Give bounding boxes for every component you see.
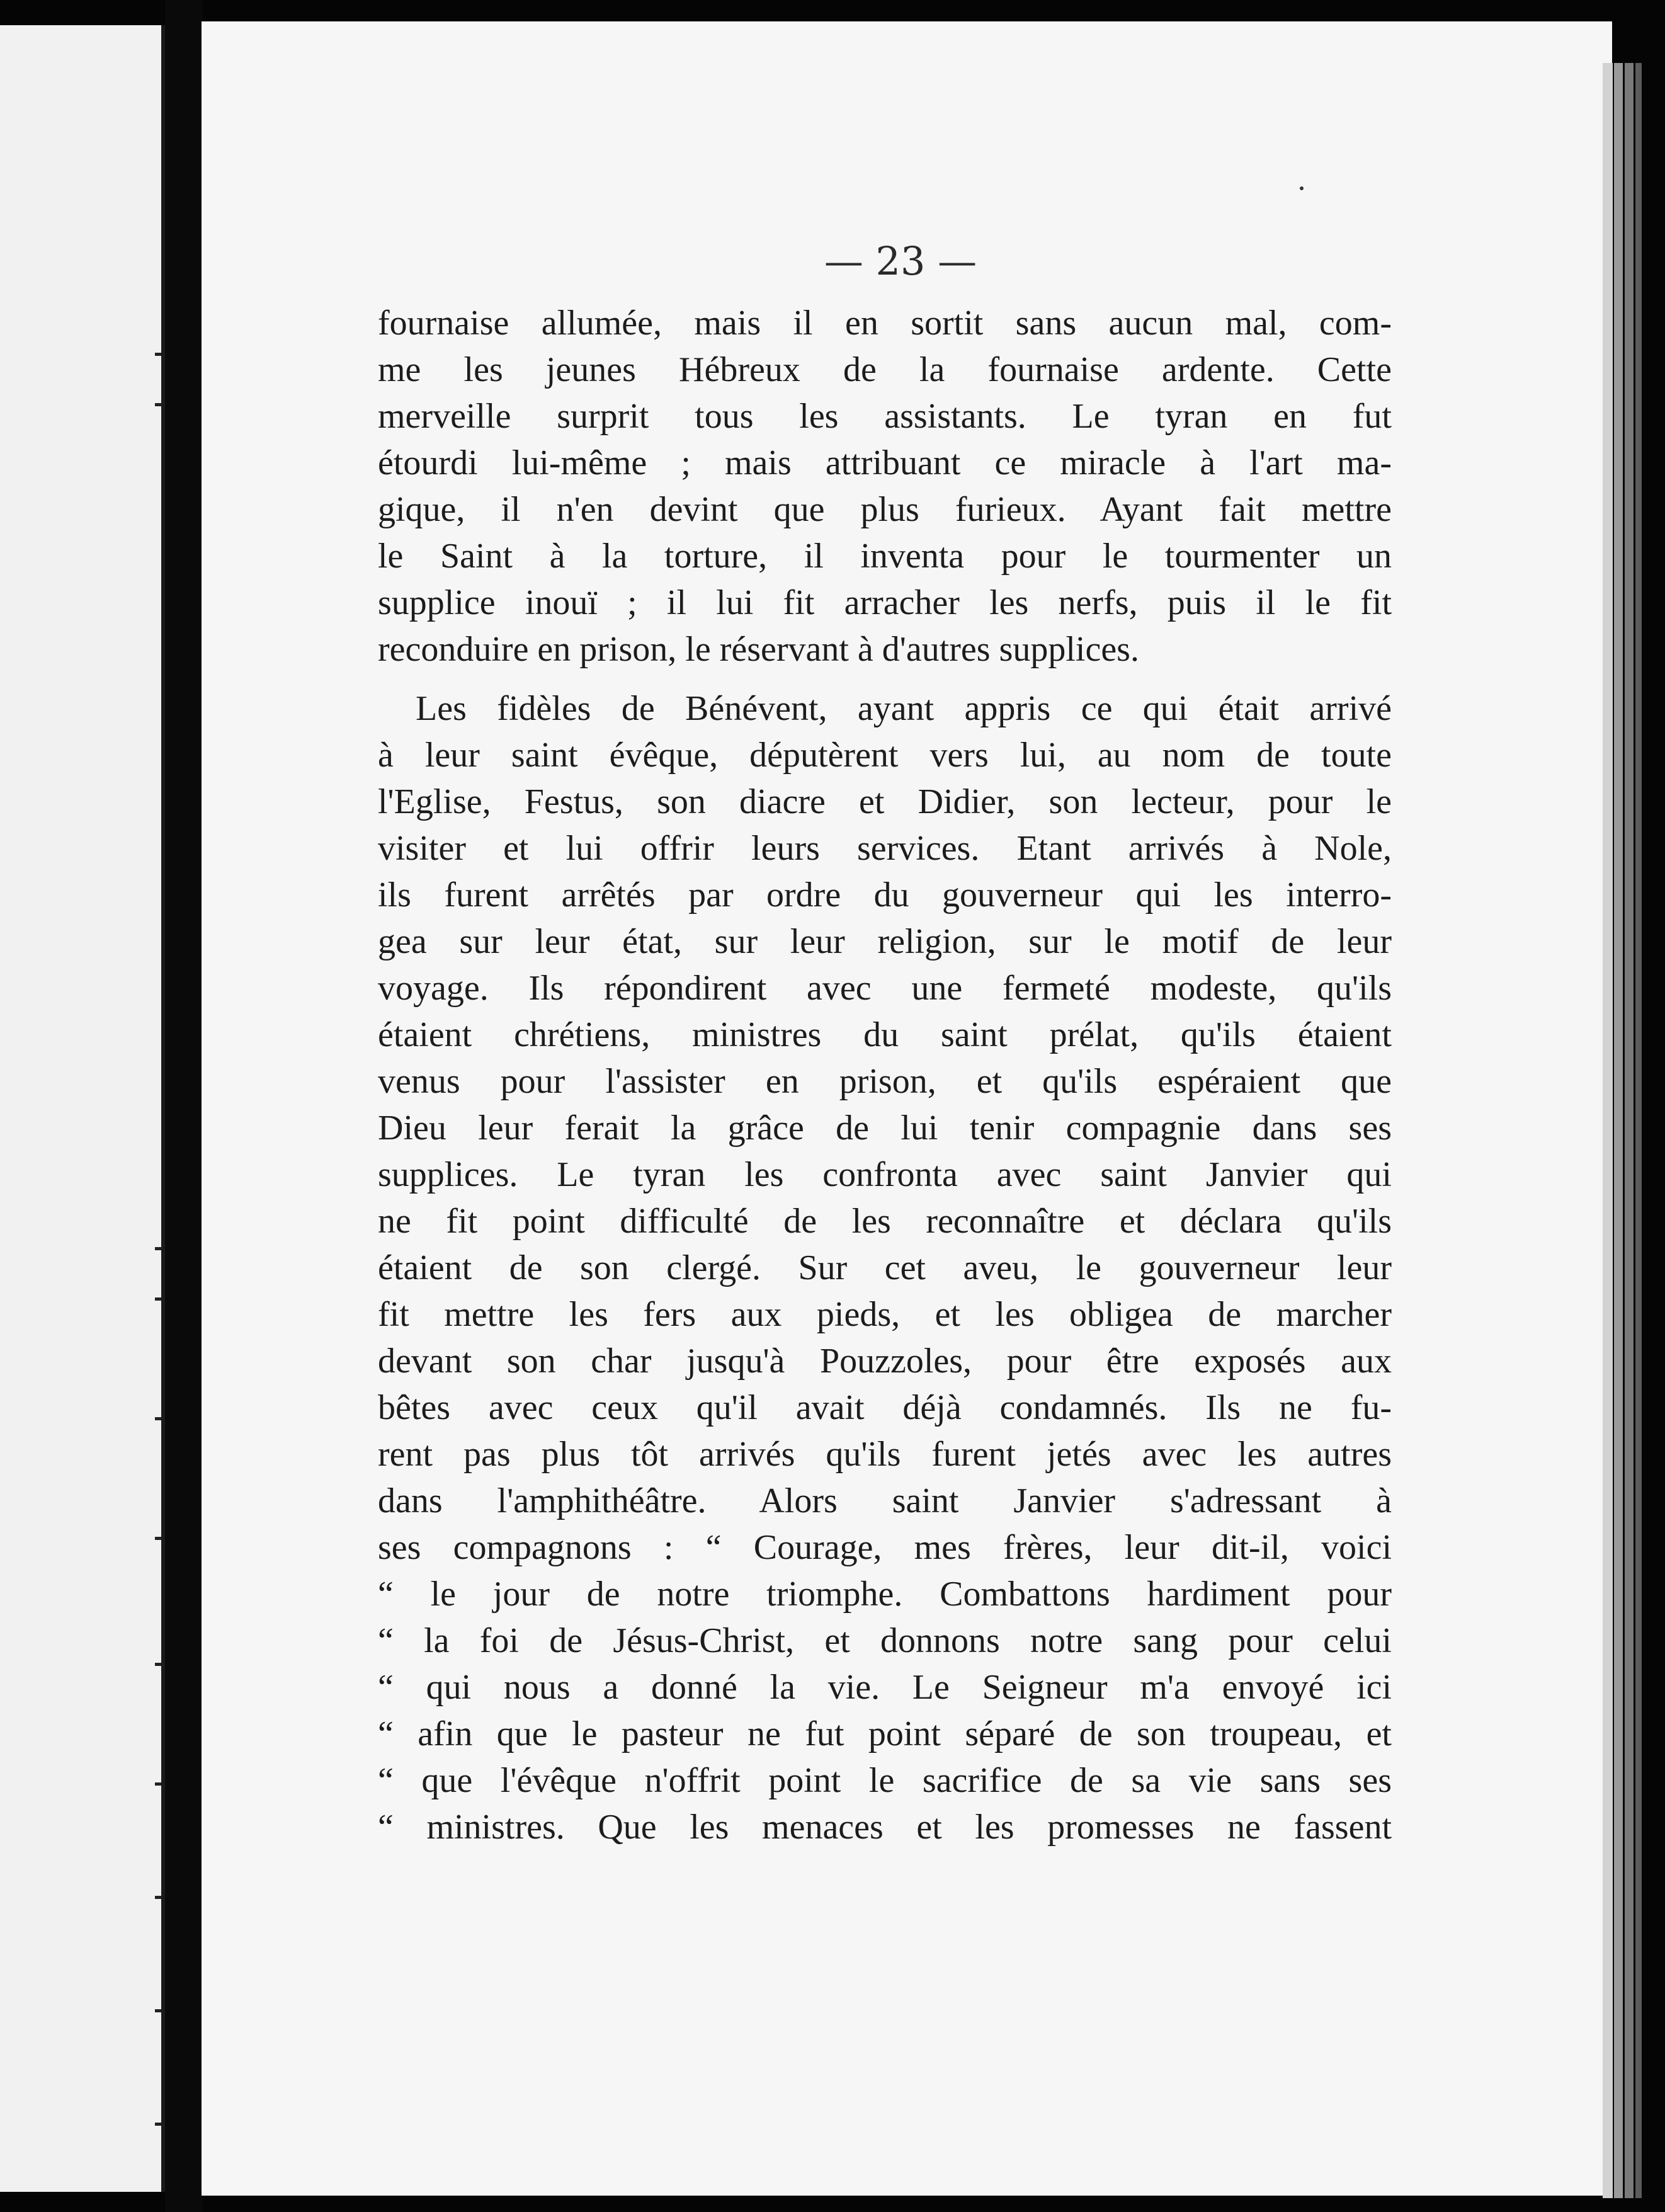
text-line: merveille surprit tous les assistants. Le tyran en fut [378,397,1392,436]
text-line: “ afin que le pasteur ne fut point séparé de son troupeau, et [378,1714,1392,1753]
text-line: “ que l'évêque n'offrit point le sacrifice de sa vie sans ses [378,1761,1392,1800]
page-number: — 23 — [824,238,977,284]
text-line: me les jeunes Hébreux de la fournaise ardente. Cette [378,350,1392,389]
facing-page-mark [155,1297,161,1301]
text-line: “ qui nous a donné la vie. Le Seigneur m'a envoyé ici [378,1668,1392,1707]
text-line: devant son char jusqu'à Pouzzoles, pour être exposés aux [378,1342,1392,1381]
text-line: rent pas plus tôt arrivés qu'ils furent jetés avec les autres [378,1435,1392,1474]
page-edge [1603,63,1613,2198]
text-line: étaient chrétiens, ministres du saint prélat, qu'ils étaient [378,1015,1392,1054]
text-line: ses compagnons : “ Courage, mes frères, leur dit-il, voici [378,1528,1392,1567]
left-facing-page-edge [0,25,165,2192]
facing-page-mark [155,1537,161,1540]
paragraph [378,685,1392,1850]
paragraph-gap [378,673,1392,685]
facing-page-mark [155,1417,161,1420]
text-line: ils furent arrêtés par ordre du gouverneur qui les interro- [378,875,1392,915]
text-line: Les fidèles de Bénévent, ayant appris ce qui était arrivé [416,689,1392,728]
page-edge [1614,63,1623,2198]
text-line: Dieu leur ferait la grâce de lui tenir compagnie dans ses [378,1109,1392,1148]
body-text [378,300,1392,1850]
text-line: gique, il n'en devint que plus furieux. Ayant fait mettre [378,490,1392,529]
text-line: “ le jour de notre triomphe. Combattons hardiment pour [378,1575,1392,1614]
text-line: dans l'amphithéâtre. Alors saint Janvier s'adressant à [378,1481,1392,1520]
text-line: fit mettre les fers aux pieds, et les obligea de marcher [378,1295,1392,1334]
text-line: à leur saint évêque, députèrent vers lui, au nom de toute [378,736,1392,775]
text-line: fournaise allumée, mais il en sortit sans aucun mal, com- [378,304,1392,343]
paragraph [378,300,1392,673]
text-line: le Saint à la torture, il inventa pour le tourmenter un [378,537,1392,576]
text-line: supplices. Le tyran les confronta avec saint Janvier qui [378,1155,1392,1194]
text-line: supplice inouï ; il lui fit arracher les nerfs, puis il le fit [378,583,1392,622]
facing-page-mark [155,2123,161,2126]
text-line: visiter et lui offrir leurs services. Etant arrivés à Nole, [378,829,1392,868]
facing-page-mark [155,1247,161,1250]
facing-page-mark [155,1896,161,1899]
text-line: reconduire en prison, le réservant à d'autres supplices. [378,630,1139,669]
text-line: bêtes avec ceux qu'il avait déjà condamnés. Ils ne fu- [378,1388,1392,1427]
text-line: gea sur leur état, sur leur religion, sur le motif de leur [378,922,1392,961]
facing-page-mark [155,1663,161,1666]
text-line: l'Eglise, Festus, son diacre et Didier, son lecteur, pour le [378,782,1392,821]
facing-page-mark [155,1782,161,1786]
ink-speck [1300,186,1304,190]
text-line: voyage. Ils répondirent avec une fermeté modeste, qu'ils [378,969,1392,1008]
text-line: “ la foi de Jésus-Christ, et donnons notre sang pour celui [378,1621,1392,1660]
text-line: ne fit point difficulté de les reconnaître et déclara qu'ils [378,1202,1392,1241]
facing-page-mark [155,403,161,406]
page-edge [1635,63,1642,2198]
text-line: venus pour l'assister en prison, et qu'ils espéraient que [378,1062,1392,1101]
text-line: étaient de son clergé. Sur cet aveu, le gouverneur leur [378,1248,1392,1287]
text-line: “ ministres. Que les menaces et les promesses ne fassent [378,1808,1392,1847]
facing-page-mark [155,353,161,356]
page-edge [1625,63,1634,2198]
book-gutter [165,0,203,2212]
text-line: étourdi lui-même ; mais attribuant ce miracle à l'art ma- [378,443,1392,482]
facing-page-mark [155,2009,161,2012]
